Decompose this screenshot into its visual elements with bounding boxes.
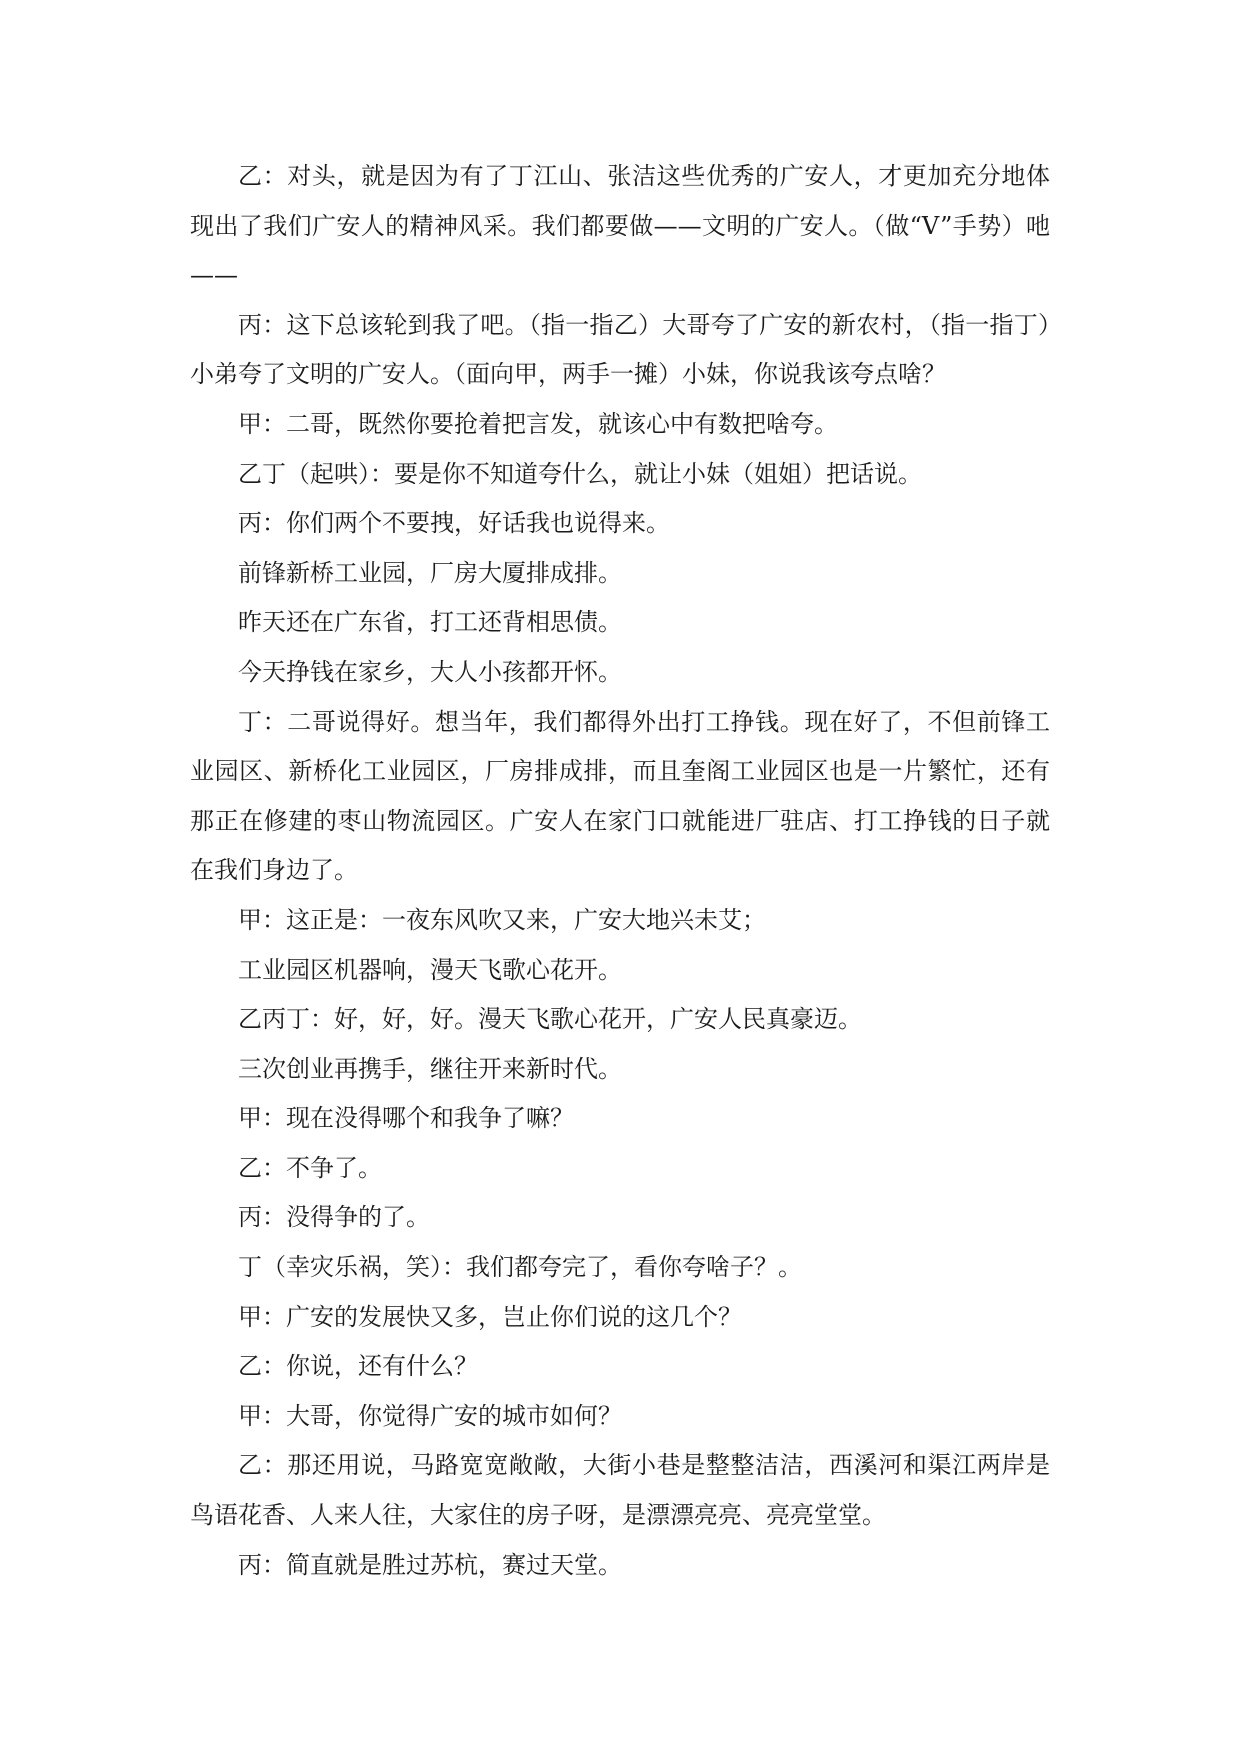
paragraph: 甲：现在没得哪个和我争了嘛？: [238, 1104, 574, 1133]
paragraph: 丙：简直就是胜过苏杭，赛过天堂。: [238, 1550, 622, 1579]
paragraph: 乙：那还用说，马路宽宽敞敞，大街小巷是整整洁洁，西溪河和渠江两岸是鸟语花香、人来人往，大家住的房子呀，是漂漂亮亮、亮亮堂堂。: [190, 1451, 1050, 1530]
paragraph: 今天挣钱在家乡，大人小孩都开怀。: [238, 657, 622, 686]
paragraph: 丙：没得争的了。: [238, 1203, 430, 1232]
paragraph: 乙：你说，还有什么？: [238, 1352, 478, 1381]
paragraph: 丁（幸灾乐祸，笑）：我们都夸完了，看你夸啥子？。: [238, 1253, 802, 1282]
paragraph: 丁：二哥说得好。想当年，我们都得外出打工挣钱。现在好了，不但前锋工业园区、新桥化工业园区，厂房排成排，而且奎阁工业园区也是一片繁忙，还有那正在修建的枣山物流园区。广安人在家门口就能进厂驻店、打工挣钱的日子就在我们身边了。: [190, 707, 1050, 885]
paragraph: 甲：二哥，既然你要抢着把言发，就该心中有数把啥夸。: [238, 409, 838, 438]
paragraph: 甲：大哥，你觉得广安的城市如何？: [238, 1401, 622, 1430]
paragraph: 乙丙丁：好，好，好。漫天飞歌心花开，广安人民真豪迈。: [238, 1005, 862, 1034]
paragraph: 丙：你们两个不要拽，好话我也说得来。: [238, 509, 670, 538]
paragraph: 乙：对头，就是因为有了丁江山、张洁这些优秀的广安人，才更加充分地体现出了我们广安人的精神风采。我们都要做——文明的广安人。（做“V”手势）吔——: [190, 162, 1050, 290]
paragraph: 昨天还在广东省，打工还背相思债。: [238, 608, 622, 637]
paragraph: 甲：这正是：一夜东风吹又来，广安大地兴未艾；: [238, 905, 766, 934]
paragraph: 工业园区机器响，漫天飞歌心花开。: [238, 955, 622, 984]
paragraph: 丙：这下总该轮到我了吧。（指一指乙）大哥夸了广安的新农村，（指一指丁）小弟夸了文明的广安人。（面向甲，两手一摊）小妹，你说我该夸点啥？: [190, 310, 1050, 389]
document-body: [190, 152, 1050, 1590]
paragraph: 甲：广安的发展快又多，岂止你们说的这几个？: [238, 1302, 742, 1331]
paragraph: 乙丁（起哄）：要是你不知道夸什么，就让小妹（姐姐）把话说。: [238, 459, 922, 488]
paragraph: 前锋新桥工业园，厂房大厦排成排。: [238, 558, 622, 587]
paragraph: 三次创业再携手，继往开来新时代。: [238, 1054, 622, 1083]
paragraph: 乙：不争了。: [238, 1153, 382, 1182]
